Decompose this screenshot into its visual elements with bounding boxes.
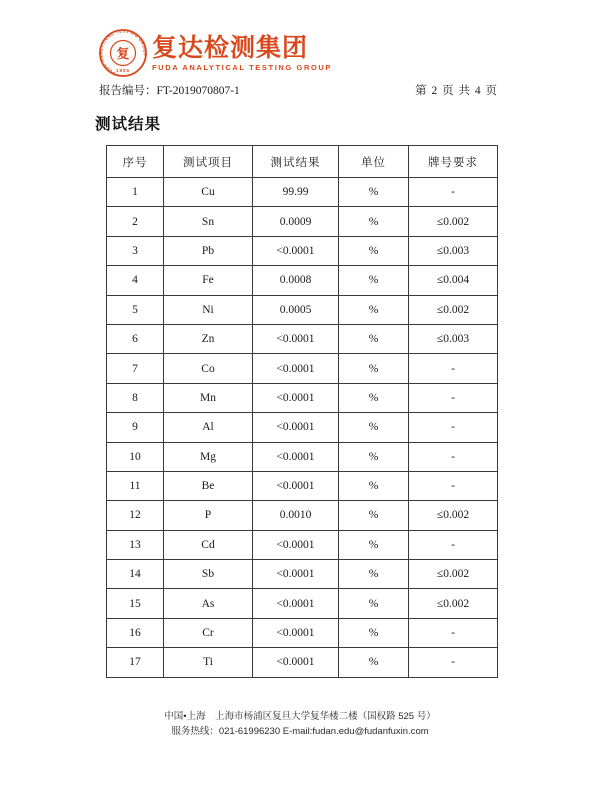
brand-name-en: FUDA ANALYTICAL TESTING GROUP: [152, 62, 333, 72]
cell-item: Be: [164, 471, 253, 500]
cell-no: 1: [107, 178, 164, 207]
cell-requirement: ≤0.002: [409, 589, 498, 618]
cell-item: As: [164, 589, 253, 618]
report-number-value: FT-2019070807-1: [156, 85, 240, 97]
table-row: [107, 207, 498, 236]
column-header-item: 测试项目: [164, 146, 253, 178]
cell-result: <0.0001: [253, 618, 339, 647]
cell-no: 3: [107, 236, 164, 265]
cell-no: 9: [107, 413, 164, 442]
table-row: [107, 501, 498, 530]
cell-result: <0.0001: [253, 413, 339, 442]
cell-no: 11: [107, 471, 164, 500]
cell-no: 5: [107, 295, 164, 324]
table-row: [107, 236, 498, 265]
column-header-requirement: 牌号要求: [409, 146, 498, 178]
brand-text: [152, 35, 332, 72]
column-header-result: 测试结果: [253, 146, 339, 178]
cell-item: Sn: [164, 207, 253, 236]
cell-result: 0.0010: [253, 501, 339, 530]
cell-unit: %: [339, 324, 409, 353]
table-header-row: [107, 146, 498, 178]
table-row: [107, 589, 498, 618]
brand-name-cn: 复达检测集团: [152, 33, 309, 62]
cell-no: 15: [107, 589, 164, 618]
cell-no: 17: [107, 648, 164, 677]
cell-no: 10: [107, 442, 164, 471]
cell-unit: %: [339, 207, 409, 236]
cell-item: Pb: [164, 236, 253, 265]
cell-result: 0.0005: [253, 295, 339, 324]
cell-requirement: -: [409, 354, 498, 383]
cell-result: <0.0001: [253, 236, 339, 265]
cell-requirement: -: [409, 648, 498, 677]
table-row: [107, 413, 498, 442]
cell-result: <0.0001: [253, 530, 339, 559]
cell-requirement: ≤0.002: [409, 560, 498, 589]
table-row: [107, 648, 498, 677]
results-table: [106, 145, 498, 678]
cell-unit: %: [339, 648, 409, 677]
cell-item: Co: [164, 354, 253, 383]
cell-result: <0.0001: [253, 442, 339, 471]
brand-header: [98, 28, 332, 78]
cell-requirement: -: [409, 413, 498, 442]
cell-item: Cu: [164, 178, 253, 207]
cell-result: 0.0009: [253, 207, 339, 236]
table-row: [107, 178, 498, 207]
footer-hotline: 服务热线：021-61996230 E-mail:fudan.edu@fudanfuxin.com: [171, 726, 429, 737]
cell-unit: %: [339, 354, 409, 383]
cell-result: 99.99: [253, 178, 339, 207]
cell-no: 12: [107, 501, 164, 530]
cell-unit: %: [339, 295, 409, 324]
cell-no: 8: [107, 383, 164, 412]
cell-unit: %: [339, 471, 409, 500]
cell-unit: %: [339, 560, 409, 589]
page-indicator: 第 2 页 共 4 页: [415, 85, 498, 97]
cell-item: Cr: [164, 618, 253, 647]
table-row: [107, 354, 498, 383]
cell-no: 2: [107, 207, 164, 236]
cell-unit: %: [339, 589, 409, 618]
cell-item: Ni: [164, 295, 253, 324]
table-row: [107, 383, 498, 412]
table-row: [107, 560, 498, 589]
cell-requirement: -: [409, 442, 498, 471]
cell-unit: %: [339, 383, 409, 412]
cell-no: 4: [107, 266, 164, 295]
cell-result: <0.0001: [253, 560, 339, 589]
cell-requirement: ≤0.004: [409, 266, 498, 295]
cell-item: Cd: [164, 530, 253, 559]
section-title: 测试结果: [95, 116, 162, 133]
cell-item: Mg: [164, 442, 253, 471]
cell-unit: %: [339, 442, 409, 471]
cell-result: <0.0001: [253, 471, 339, 500]
cell-result: <0.0001: [253, 589, 339, 618]
cell-item: Fe: [164, 266, 253, 295]
column-header-no: 序号: [107, 146, 164, 178]
column-header-unit: 单位: [339, 146, 409, 178]
cell-result: <0.0001: [253, 354, 339, 383]
cell-item: Ti: [164, 648, 253, 677]
page-footer: [0, 709, 600, 739]
cell-item: Mn: [164, 383, 253, 412]
cell-no: 7: [107, 354, 164, 383]
cell-result: <0.0001: [253, 648, 339, 677]
cell-requirement: -: [409, 530, 498, 559]
cell-unit: %: [339, 266, 409, 295]
cell-requirement: ≤0.002: [409, 207, 498, 236]
cell-result: 0.0008: [253, 266, 339, 295]
cell-requirement: ≤0.002: [409, 501, 498, 530]
table-row: [107, 442, 498, 471]
cell-requirement: -: [409, 178, 498, 207]
company-seal-icon: [98, 28, 148, 78]
report-number-label: 报告编号：: [99, 85, 157, 97]
cell-requirement: -: [409, 471, 498, 500]
cell-item: Sb: [164, 560, 253, 589]
cell-requirement: -: [409, 618, 498, 647]
report-number: [99, 84, 240, 99]
cell-unit: %: [339, 178, 409, 207]
table-row: [107, 530, 498, 559]
svg-text:1905: 1905: [115, 68, 131, 73]
cell-no: 13: [107, 530, 164, 559]
report-meta-line: [99, 84, 498, 99]
cell-item: P: [164, 501, 253, 530]
table-row: [107, 471, 498, 500]
footer-address: 中国•上海 上海市杨浦区复旦大学复华楼二楼（国权路 525 号）: [164, 711, 436, 722]
cell-unit: %: [339, 501, 409, 530]
cell-unit: %: [339, 618, 409, 647]
cell-requirement: ≤0.003: [409, 236, 498, 265]
cell-item: Al: [164, 413, 253, 442]
cell-item: Zn: [164, 324, 253, 353]
table-row: [107, 324, 498, 353]
cell-no: 6: [107, 324, 164, 353]
cell-no: 16: [107, 618, 164, 647]
cell-no: 14: [107, 560, 164, 589]
table-row: [107, 295, 498, 324]
cell-requirement: ≤0.002: [409, 295, 498, 324]
cell-unit: %: [339, 236, 409, 265]
cell-requirement: ≤0.003: [409, 324, 498, 353]
table-row: [107, 266, 498, 295]
cell-unit: %: [339, 413, 409, 442]
cell-requirement: -: [409, 383, 498, 412]
cell-unit: %: [339, 530, 409, 559]
cell-result: <0.0001: [253, 383, 339, 412]
svg-text:复: 复: [116, 46, 130, 61]
table-row: [107, 618, 498, 647]
cell-result: <0.0001: [253, 324, 339, 353]
svg-text:FUDA ANALYTICAL TESTING GROUP: FUDA ANALYTICAL TESTING GROUP: [98, 28, 148, 76]
